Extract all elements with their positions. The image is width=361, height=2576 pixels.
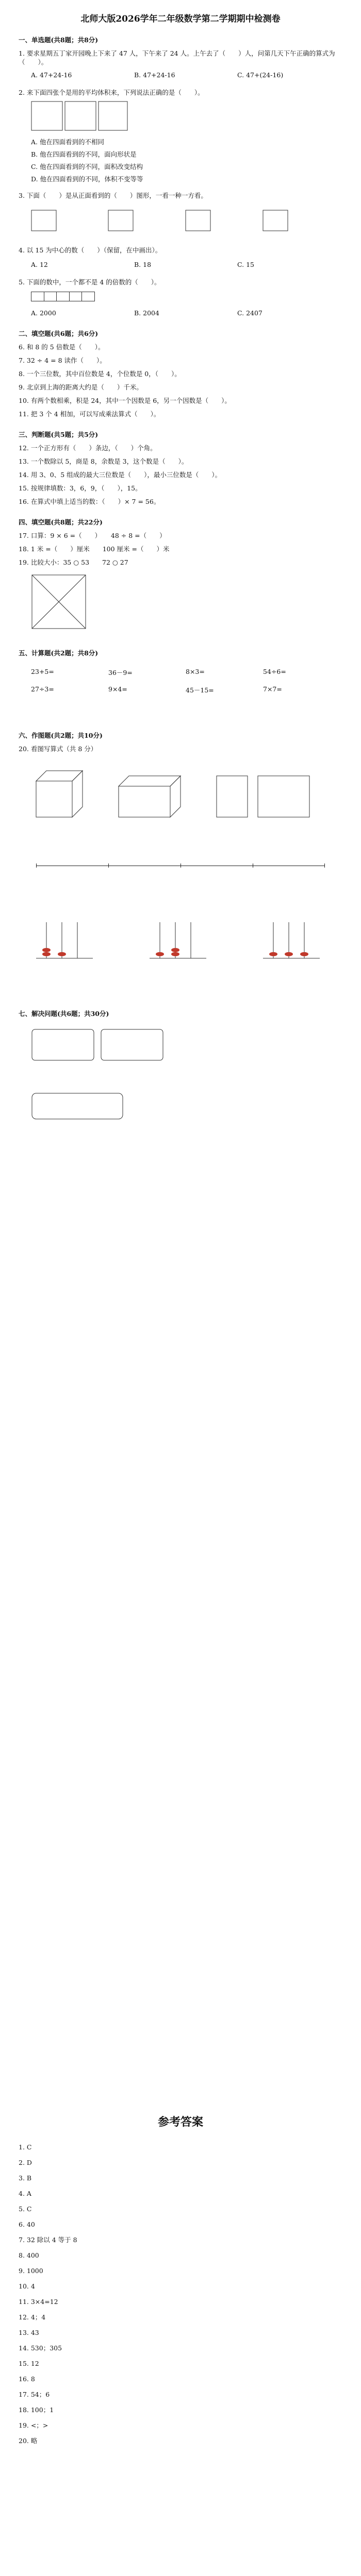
- answer-18: 18. 100；1: [19, 2406, 54, 2414]
- q20-solids-figure: [31, 760, 320, 833]
- q2-choice-b: B. 他在四面看到的不同，面向形状是: [31, 150, 137, 158]
- question-1: 1. 要求星期五丁家开园晚上下来了 47 人，下午来了 24 人。上午去了（ ）人，问第几天下午正确的算式为（ ）。: [19, 49, 335, 66]
- question-3: 3. 下面（ ）是从正面看到的（ ）图形，一看一种一方看。: [19, 192, 207, 199]
- question-8: 8. 一个三位数，其中百位数是 4，个位数是 0，（ ）。: [19, 370, 181, 378]
- q5-choice-c: C. 2407: [237, 309, 262, 317]
- calc-r2-c2: 9×4=: [108, 685, 127, 693]
- question-10: 10. 有两个数相乘，积是 24，其中一个因数是 6，另一个因数是（ ）。: [19, 397, 231, 404]
- question-11: 11. 把 3 个 4 相加，可以写成乘法算式（ ）。: [19, 410, 160, 418]
- q2-figure: [31, 101, 129, 132]
- answer-9: 9. 1000: [19, 2267, 43, 2275]
- answer-17: 17. 54；6: [19, 2391, 50, 2398]
- calc-r2-c4: 7×7=: [263, 685, 282, 693]
- calc-r1-c2: 36－9=: [108, 669, 133, 676]
- question-9: 9. 北京到上海的距离大约是（ ）千米。: [19, 383, 143, 391]
- q5-choice-a: A. 2000: [31, 309, 56, 317]
- question-7: 7. 32 ÷ 4 = 8 读作（ ）。: [19, 357, 106, 364]
- calc-r2-c3: 45－15=: [186, 686, 214, 694]
- answer-20: 20. 略: [19, 2437, 38, 2445]
- answer-7: 7. 32 除以 4 等于 8: [19, 2236, 77, 2244]
- answers-title: 参考答案: [157, 2115, 203, 2129]
- calc-r2-c1: 27÷3=: [31, 685, 54, 693]
- answer-2: 2. D: [19, 2159, 32, 2166]
- question-19: 19. 比较大小：35 ○ 53 72 ○ 27: [19, 558, 128, 566]
- q4-choice-a: A. 12: [31, 261, 48, 268]
- answer-16: 16. 8: [19, 2375, 35, 2383]
- section-5-heading: 五、计算题(共2题；共8分): [19, 649, 99, 657]
- answer-14: 14. 530；305: [19, 2344, 62, 2352]
- speech-bubble-illustration: [31, 1092, 124, 1123]
- question-18: 18. 1 米 =（ ）厘米 100 厘米 =（ ）米: [19, 545, 170, 553]
- number-line-tick: [36, 863, 37, 868]
- answer-6: 6. 40: [19, 2221, 35, 2228]
- answer-1: 1. C: [19, 2143, 32, 2151]
- calc-r1-c3: 8×3=: [186, 668, 205, 675]
- abacus-figures: [31, 917, 330, 963]
- section-2-heading: 二、填空题(共6题；共6分): [19, 330, 99, 337]
- answer-4: 4. A: [19, 2190, 31, 2197]
- answer-11: 11. 3×4=12: [19, 2298, 58, 2306]
- answer-15: 15. 12: [19, 2360, 39, 2367]
- number-line-tick: [108, 863, 109, 868]
- calc-r1-c1: 23+5=: [31, 668, 54, 675]
- q3-figure: [31, 206, 330, 235]
- q2-choice-a: A. 他在四面看到的不相同: [31, 138, 104, 146]
- answer-12: 12. 4；4: [19, 2313, 46, 2321]
- section-6-heading: 六、作图题(共2题；共10分): [19, 732, 103, 739]
- answer-13: 13. 43: [19, 2329, 39, 2336]
- calc-r1-c4: 54÷6=: [263, 668, 286, 675]
- answer-19: 19. <；>: [19, 2421, 48, 2429]
- q4-choice-b: B. 18: [134, 261, 152, 268]
- section-1-heading: 一、单选题(共8题；共8分): [19, 36, 99, 44]
- number-line-tick: [180, 863, 181, 868]
- q1-choice-c: C. 47+(24-16): [237, 71, 284, 79]
- section-3-heading: 三、判断题(共5题；共5分): [19, 431, 99, 438]
- q1-choice-a: A. 47+24-16: [31, 71, 72, 79]
- answer-3: 3. B: [19, 2174, 32, 2182]
- problem-illustration: [31, 1028, 165, 1064]
- question-20: 20. 看图写算式（共 8 分）: [19, 745, 97, 753]
- question-6: 6. 和 8 的 5 倍数是（ ）。: [19, 343, 105, 351]
- question-12: 12. 一个正方形有（ ）条边，（ ）个角。: [19, 444, 157, 452]
- q2-choice-c: C. 他在四面看到的不同，面积改变结构: [31, 163, 143, 171]
- question-15: 15. 按规律填数：3，6，9，（ ），15。: [19, 484, 142, 492]
- q2-choice-d: D. 他在四面看到的不同，体积不变等等: [31, 175, 143, 183]
- q5-table: [31, 292, 95, 301]
- section-7-heading: 七、解决问题(共6题；共30分): [19, 1010, 109, 1018]
- question-17: 17. 口算：9 × 6 =（ ） 48 ÷ 8 =（ ）: [19, 532, 166, 539]
- answer-5: 5. C: [19, 2205, 32, 2213]
- q4-choice-c: C. 15: [237, 261, 254, 268]
- answer-10: 10. 4: [19, 2282, 35, 2290]
- question-13: 13. 一个数除以 5，商是 8，余数是 3，这个数是（ ）。: [19, 457, 188, 465]
- q5-choice-b: B. 2004: [134, 309, 159, 317]
- q19-square-figure: [31, 574, 88, 631]
- section-4-heading: 四、填空题(共8题；共22分): [19, 518, 103, 526]
- question-16: 16. 在算式中填上适当的数：（ ）× 7 = 56。: [19, 498, 160, 505]
- number-line-tick: [324, 863, 325, 868]
- document-title: 北师大版2026学年二年级数学第二学期期中检测卷: [80, 14, 281, 24]
- q1-choice-b: B. 47+24-16: [134, 71, 175, 79]
- answer-8: 8. 400: [19, 2251, 39, 2259]
- question-2: 2. 来下面四张个是用的平均体积来，下列说法正确的是（ ）。: [19, 89, 204, 96]
- question-14: 14. 用 3、0、5 组成的最大三位数是（ ），最小三位数是（ ）。: [19, 471, 222, 479]
- question-5: 5. 下面的数中，一个都不是 4 的倍数的（ ）。: [19, 278, 161, 286]
- question-4: 4. 以 15 为中心的数（ ）（保留，在中画出）。: [19, 246, 162, 254]
